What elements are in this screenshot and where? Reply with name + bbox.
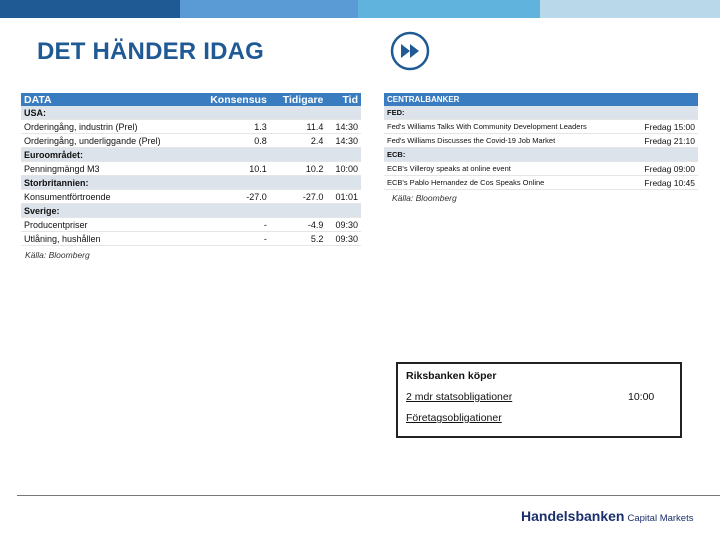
konsensus-value: -: [194, 218, 270, 232]
event-time: Fredag 10:45: [632, 176, 698, 190]
section-row: FED:: [384, 106, 698, 120]
row-label: Penningmängd M3: [21, 162, 194, 176]
event-time: Fredag 15:00: [632, 120, 698, 134]
riksbank-title: Riksbanken köper: [406, 370, 497, 382]
tidigare-value: 11.4: [270, 120, 327, 134]
source-note: Källa: Bloomberg: [25, 250, 90, 260]
table-row: [384, 120, 698, 134]
tid-value: 09:30: [326, 218, 361, 232]
centralbank-header-spacer: [632, 93, 698, 106]
tid-value: 09:30: [326, 232, 361, 246]
table-row: [21, 190, 361, 204]
source-note: Källa: Bloomberg: [392, 193, 457, 203]
brand-name: Handelsbanken: [521, 508, 625, 524]
col-tidigare: Tidigare: [270, 93, 327, 106]
page-title: DET HÄNDER IDAG: [37, 38, 265, 65]
section-row: USA:: [21, 106, 361, 120]
statsobligationer-link[interactable]: 2 mdr statsobligationer: [406, 391, 513, 403]
event-time: Fredag 21:10: [632, 134, 698, 148]
row-label: Producentpriser: [21, 218, 194, 232]
bar-segment-2: [180, 0, 358, 18]
konsensus-value: -: [194, 232, 270, 246]
riksbank-box: [396, 362, 682, 438]
footer-divider: [17, 495, 720, 496]
table-row: [21, 162, 361, 176]
table-row: [384, 162, 698, 176]
table-row: [384, 134, 698, 148]
row-label: Orderingång, underliggande (Prel): [21, 134, 194, 148]
centralbank-title: CENTRALBANKER: [384, 93, 632, 106]
table-row: [21, 120, 361, 134]
bar-segment-1: [0, 0, 180, 18]
col-data: DATA: [21, 93, 194, 106]
data-table: [21, 93, 361, 246]
foretagsobligationer-link[interactable]: Företagsobligationer: [406, 412, 502, 424]
event-label: Fed's Williams Discusses the Covid-19 Job Market: [384, 134, 632, 148]
tid-value: 14:30: [326, 120, 361, 134]
bar-segment-3: [358, 0, 540, 18]
bar-segment-4: [540, 0, 720, 18]
konsensus-value: 0.8: [194, 134, 270, 148]
brand-logo: [521, 508, 693, 526]
tid-value: 01:01: [326, 190, 361, 204]
riksbank-time: 10:00: [628, 391, 655, 403]
tid-value: 10:00: [326, 162, 361, 176]
fast-forward-icon[interactable]: [390, 31, 430, 71]
event-label: ECB's Villeroy speaks at online event: [384, 162, 632, 176]
row-label: Orderingång, industrin (Prel): [21, 120, 194, 134]
top-color-bar: [0, 0, 720, 18]
col-tid: Tid: [326, 93, 361, 106]
tidigare-value: 5.2: [270, 232, 327, 246]
event-label: Fed's Williams Talks With Community Development Leaders: [384, 120, 632, 134]
tidigare-value: -4.9: [270, 218, 327, 232]
tidigare-value: 2.4: [270, 134, 327, 148]
section-row: Sverige:: [21, 204, 361, 218]
table-row: [21, 232, 361, 246]
table-row: [21, 218, 361, 232]
konsensus-value: 1.3: [194, 120, 270, 134]
section-row: Storbritannien:: [21, 176, 361, 190]
tid-value: 14:30: [326, 134, 361, 148]
tidigare-value: -27.0: [270, 190, 327, 204]
konsensus-value: 10.1: [194, 162, 270, 176]
row-label: Utlåning, hushållen: [21, 232, 194, 246]
section-row: Euroområdet:: [21, 148, 361, 162]
table-row: [384, 176, 698, 190]
table-row: [21, 134, 361, 148]
tidigare-value: 10.2: [270, 162, 327, 176]
konsensus-value: -27.0: [194, 190, 270, 204]
centralbank-table: [384, 93, 698, 190]
brand-subtitle: Capital Markets: [627, 513, 694, 524]
row-label: Konsumentförtroende: [21, 190, 194, 204]
col-konsensus: Konsensus: [194, 93, 270, 106]
event-time: Fredag 09:00: [632, 162, 698, 176]
event-label: ECB's Pablo Hernandez de Cos Speaks Online: [384, 176, 632, 190]
section-row: ECB:: [384, 148, 698, 162]
